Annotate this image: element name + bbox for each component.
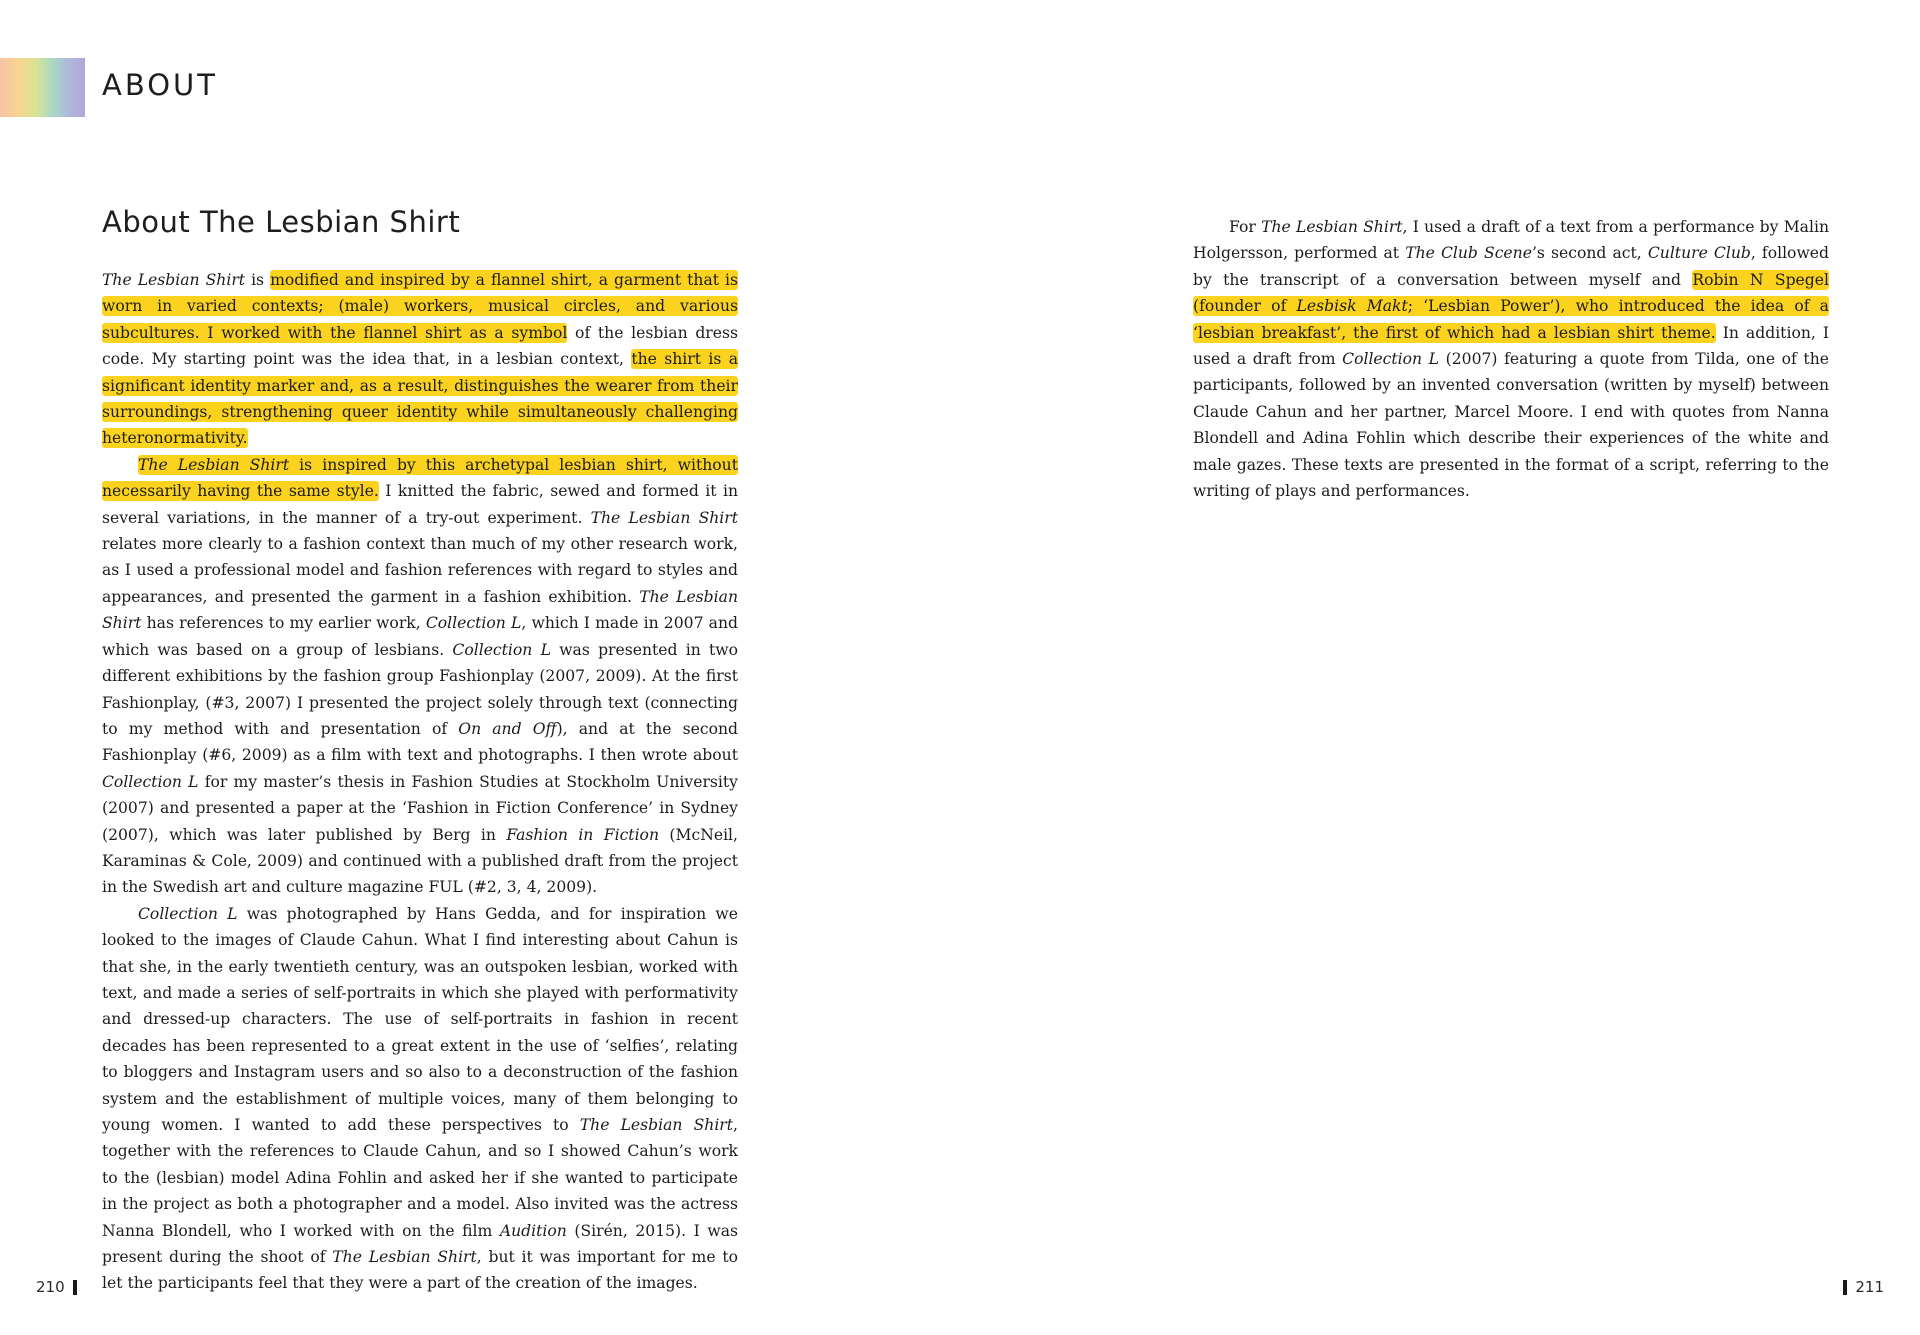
page-number-text: 211: [1855, 1278, 1884, 1296]
paragraph-1: [102, 267, 738, 452]
page-number-left: [36, 1278, 77, 1296]
text-run: ; ‘Lesbian Power’), who introduced the idea of a ‘lesbian breakfast’, the first of which had a lesbian shirt theme.: [1193, 297, 1829, 342]
text-run: (2007) featuring a quote from Tilda, one of the participants, followed by an invented conversation (written by myself) between Claude Cahun and her partner, Marcel Moore. I end with quotes from Nanna Blondell and Adina Fohlin which describe their experiences of the white and male gazes. These texts are presented in the format of a script, referring to the writing of plays and performances.: [1193, 350, 1829, 501]
text-run: , together with the references to Claude Cahun, and so I showed Cahun’s work to the (lesbian) model Adina Fohlin and asked her if she wanted to participate in the project as both a photographer and a model. Also invited was the actress Nanna Blondell, who I worked with on the film: [102, 1116, 738, 1240]
italic-title: The Lesbian Shirt: [590, 508, 739, 527]
text-run: , which I made in 2007 and which was based on a group of lesbians.: [102, 614, 738, 659]
italic-title: Collection L: [425, 614, 522, 633]
paragraph-right-1: [1193, 214, 1829, 504]
page-marker-bar: [1843, 1280, 1847, 1295]
text-run: For: [1229, 218, 1262, 236]
text-run: has references to my earlier work,: [141, 614, 426, 633]
page-heading: About The Lesbian Shirt: [102, 205, 461, 239]
text-run: relates more clearly to a fashion context than much of my other research work, as I used a professional model and fashion references with regard to styles and appearances, and presented the garment in a fashion exhibition.: [102, 535, 738, 606]
text-run: was presented in two different exhibitions by the fashion group Fashionplay (2007, 2009). At the first Fashionplay, (#3, 2007) I presented the project solely through text (connecting to my method with and presentation of: [102, 640, 738, 738]
text-run: Robin N Spegel (founder of: [1193, 270, 1829, 316]
text-run: (McNeil, Karaminas & Cole, 2009) and continued with a published draft from the project in the Swedish art and culture magazine FUL (#2, 3, 4, 2009).: [102, 825, 739, 897]
italic-title: The Lesbian Shirt: [138, 455, 290, 474]
page-marker-bar: [73, 1280, 77, 1295]
highlighted-text: modified and inspired by a flannel shirt, a garment that is worn in varied contexts; (male) workers, musical circles, and various subcultures. I worked with the flannel shirt as a symbol: [102, 271, 739, 342]
italic-title: Fashion in Fiction: [506, 825, 659, 844]
text-run: ), and at the second Fashionplay (#6, 2009) as a film with text and photographs. I then wrote about: [102, 719, 738, 765]
italic-title: The Lesbian Shirt: [102, 587, 738, 633]
page-number-right: [1843, 1278, 1884, 1296]
text-run: was photographed by Hans Gedda, and for inspiration we looked to the images of Claude Cahun. What I find interesting about Cahun is that she, in the early twentieth century, was an outspoken lesbian, worked with text, and made a series of self-portraits in which she played with performativity and dressed-up characters. The use of self-portraits in fashion in recent decades has been represented to a great extent in the use of ‘selfies’, relating to bloggers and Instagram users and so also to a deconstruction of the fashion system and the establishment of multiple voices, many of them belonging to young women. I wanted to add these perspectives to: [102, 904, 738, 1134]
text-run: (Sirén, 2015). I was present during the shoot of: [102, 1221, 738, 1267]
text-run: for my master’s thesis in Fashion Studies at Stockholm University (2007) and presented a paper at the ‘Fashion in Fiction Conference’ in Sydney (2007), which was later published by Berg in: [102, 772, 738, 844]
italic-title: Collection L: [138, 904, 238, 923]
left-page-body: [102, 267, 738, 1297]
italic-title: Collection L: [1342, 350, 1440, 369]
page-number-text: 210: [36, 1278, 65, 1296]
paragraph-2: [102, 452, 738, 901]
italic-title: Culture Club: [1647, 244, 1751, 263]
text-run: , followed by the transcript of a conversation between myself and: [1193, 244, 1830, 289]
text-run: is inspired by this archetypal lesbian shirt, without necessarily having the same style.: [102, 455, 738, 501]
section-title: ABOUT: [102, 68, 218, 102]
italic-title: Collection L: [452, 640, 551, 659]
text-run: ’s second act,: [1531, 244, 1648, 263]
rainbow-color-bar: [0, 58, 85, 117]
italic-title: The Lesbian Shirt: [579, 1116, 734, 1134]
italic-title: Audition: [499, 1221, 567, 1240]
text-run: , I used a draft of a text from a performance by Malin Holgersson, performed at: [1193, 218, 1829, 263]
italic-title: Collection L: [102, 772, 199, 791]
highlighted-text: the shirt is a significant identity marker and, as a result, distinguishes the wearer from their surroundings, strengthening queer identity while simultaneously challenging heteronormativity.: [102, 350, 738, 448]
paragraph-3: [102, 901, 738, 1297]
text-run: In addition, I used a draft from: [1193, 323, 1830, 369]
italic-title: The Club Scene: [1405, 244, 1532, 263]
italic-title: The Lesbian Shirt: [1261, 218, 1403, 236]
italic-title: Lesbisk Makt: [1296, 297, 1408, 316]
text-run: I knitted the fabric, sewed and formed it in several variations, in the manner of a try-out experiment.: [102, 482, 738, 527]
italic-title: The Lesbian Shirt: [332, 1248, 477, 1267]
italic-title: The Lesbian Shirt: [102, 271, 246, 289]
text-run: is: [245, 271, 271, 289]
right-page-body: [1193, 214, 1829, 504]
italic-title: On and Off: [458, 719, 557, 738]
text-run: , but it was important for me to let the participants feel that they were a part of the creation of the images.: [102, 1248, 738, 1293]
text-run: of the lesbian dress code. My starting point was the idea that, in a lesbian context,: [102, 323, 738, 369]
